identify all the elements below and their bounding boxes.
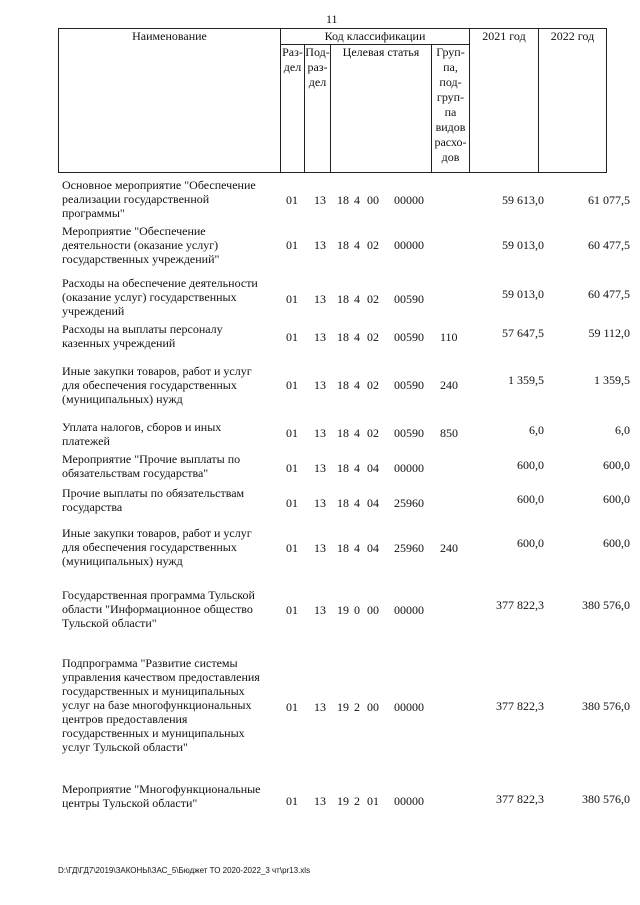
row-razd: 01 [286,426,298,440]
row-cs-program: 19 [337,700,349,714]
row-value-2022: 59 112,0 [588,326,630,340]
col-razd-header: Раз- дел [281,45,305,173]
row-value-2022: 60 477,5 [588,238,630,252]
row-podr: 13 [314,292,326,306]
row-podr: 13 [314,330,326,344]
table-row [58,178,636,222]
row-cs-subprogram: 4 [354,541,360,555]
row-value-2022: 60 477,5 [588,287,630,301]
row-cs-program: 18 [337,496,349,510]
row-name: Мероприятие "Прочие выплаты по обязательствам государства" [62,452,241,480]
row-cs-direction: 25960 [394,541,424,555]
row-name: Мероприятие "Многофункциональные центры Тульской области" [62,782,261,810]
row-cs-event: 00 [367,700,379,714]
row-podr: 13 [314,238,326,252]
row-cs-program: 19 [337,603,349,617]
row-value-2022: 600,0 [603,458,630,472]
row-cs-event: 00 [367,193,379,207]
col-vr-header: Груп- па, под- груп- па видов расхо- дов [432,45,470,173]
file-path-footer: D:\ГД\ГД7\2019\ЗАКОНЫ\ЗАС_5\Бюджет ТО 2020-2022_3 чт\pr13.xls [58,866,311,875]
row-value-2022: 6,0 [615,423,630,437]
row-value-2021: 6,0 [529,423,544,437]
table-row [58,486,636,518]
table-row [58,526,636,570]
row-name: Иные закупки товаров, работ и услуг для обеспечения государственных (муниципальных) нужд [62,526,252,568]
row-cs-event: 00 [367,603,379,617]
row-cs-direction: 00000 [394,238,424,252]
row-name: Уплата налогов, сборов и иных платежей [62,420,222,448]
row-cs-event: 01 [367,794,379,808]
table-row [58,656,636,756]
row-cs-subprogram: 4 [354,193,360,207]
row-cs-event: 04 [367,541,379,555]
row-podr: 13 [314,541,326,555]
table-row [58,364,636,408]
row-podr: 13 [314,193,326,207]
row-vr: 850 [440,426,458,440]
table-row [58,322,636,354]
row-cs-event: 02 [367,292,379,306]
row-cs-subprogram: 0 [354,603,360,617]
col-2022-header: 2022 год [539,29,607,173]
page-number: 11 [326,12,338,26]
row-cs-subprogram: 4 [354,426,360,440]
row-cs-direction: 00590 [394,378,424,392]
row-podr: 13 [314,603,326,617]
row-cs-direction: 00000 [394,603,424,617]
row-cs-direction: 25960 [394,496,424,510]
row-razd: 01 [286,603,298,617]
row-podr: 13 [314,426,326,440]
table-row [58,420,636,452]
row-cs-subprogram: 4 [354,238,360,252]
row-cs-program: 18 [337,426,349,440]
row-cs-event: 04 [367,496,379,510]
row-podr: 13 [314,700,326,714]
col-2021-header: 2021 год [470,29,539,173]
row-razd: 01 [286,461,298,475]
row-cs-event: 02 [367,378,379,392]
row-cs-program: 18 [337,461,349,475]
row-value-2022: 600,0 [603,536,630,550]
table-row [58,452,636,484]
row-value-2021: 377 822,3 [496,792,544,806]
row-cs-program: 18 [337,238,349,252]
row-value-2022: 380 576,0 [582,598,630,612]
table-row [58,588,636,632]
row-cs-event: 02 [367,238,379,252]
row-razd: 01 [286,330,298,344]
row-razd: 01 [286,238,298,252]
row-value-2021: 59 013,0 [502,238,544,252]
row-cs-subprogram: 4 [354,330,360,344]
row-value-2022: 600,0 [603,492,630,506]
row-podr: 13 [314,378,326,392]
row-cs-direction: 00590 [394,426,424,440]
row-value-2022: 380 576,0 [582,792,630,806]
row-value-2021: 600,0 [517,458,544,472]
table-row [58,276,636,320]
row-vr: 240 [440,378,458,392]
row-name: Государственная программа Тульской области "Информационное общество Тульской области" [62,588,255,630]
row-value-2021: 600,0 [517,492,544,506]
table-row [58,224,636,268]
row-cs-event: 04 [367,461,379,475]
row-value-2021: 59 013,0 [502,287,544,301]
row-cs-direction: 00000 [394,794,424,808]
row-cs-subprogram: 4 [354,292,360,306]
row-razd: 01 [286,378,298,392]
row-cs-program: 18 [337,330,349,344]
row-name: Прочие выплаты по обязательствам государства [62,486,245,514]
col-code-header: Код классификации [281,29,470,45]
row-cs-direction: 00000 [394,700,424,714]
row-value-2021: 377 822,3 [496,699,544,713]
row-cs-direction: 00000 [394,193,424,207]
row-name: Основное мероприятие "Обеспечение реализации государственной программы" [62,178,256,220]
row-cs-program: 18 [337,378,349,392]
row-razd: 01 [286,700,298,714]
row-cs-program: 18 [337,541,349,555]
row-name: Иные закупки товаров, работ и услуг для обеспечения государственных (муниципальных) нужд [62,364,252,406]
row-cs-direction: 00590 [394,330,424,344]
col-cs-header: Целевая статья [331,45,432,173]
row-cs-subprogram: 4 [354,496,360,510]
row-podr: 13 [314,794,326,808]
row-value-2021: 377 822,3 [496,598,544,612]
row-name: Мероприятие "Обеспечение деятельности (оказание услуг) государственных учреждений" [62,224,220,266]
row-podr: 13 [314,461,326,475]
row-cs-subprogram: 2 [354,794,360,808]
row-razd: 01 [286,193,298,207]
row-cs-direction: 00590 [394,292,424,306]
row-cs-event: 02 [367,330,379,344]
row-value-2021: 1 359,5 [508,373,544,387]
row-vr: 240 [440,541,458,555]
row-vr: 110 [440,330,458,344]
row-name: Подпрограмма "Развитие системы управления качеством предоставления государственных и муниципальных услуг на базе многофункциональных центров предоставления государственных и муниципальных услуг Тульской области" [62,656,260,754]
row-value-2022: 61 077,5 [588,193,630,207]
row-value-2022: 1 359,5 [594,373,630,387]
col-podr-header: Под- раз- дел [305,45,331,173]
table-header [58,28,607,173]
row-value-2021: 600,0 [517,536,544,550]
row-name: Расходы на обеспечение деятельности (оказание услуг) государственных учреждений [62,276,258,318]
row-cs-program: 19 [337,794,349,808]
row-cs-subprogram: 4 [354,461,360,475]
row-value-2021: 59 613,0 [502,193,544,207]
row-cs-direction: 00000 [394,461,424,475]
row-podr: 13 [314,496,326,510]
row-razd: 01 [286,541,298,555]
row-razd: 01 [286,794,298,808]
row-cs-program: 18 [337,292,349,306]
row-cs-subprogram: 4 [354,378,360,392]
row-razd: 01 [286,292,298,306]
row-cs-event: 02 [367,426,379,440]
row-razd: 01 [286,496,298,510]
row-name: Расходы на выплаты персоналу казенных учреждений [62,322,223,350]
table-row [58,782,636,814]
row-value-2022: 380 576,0 [582,699,630,713]
row-value-2021: 57 647,5 [502,326,544,340]
row-cs-program: 18 [337,193,349,207]
row-cs-subprogram: 2 [354,700,360,714]
col-name-header: Наименование [59,29,281,173]
